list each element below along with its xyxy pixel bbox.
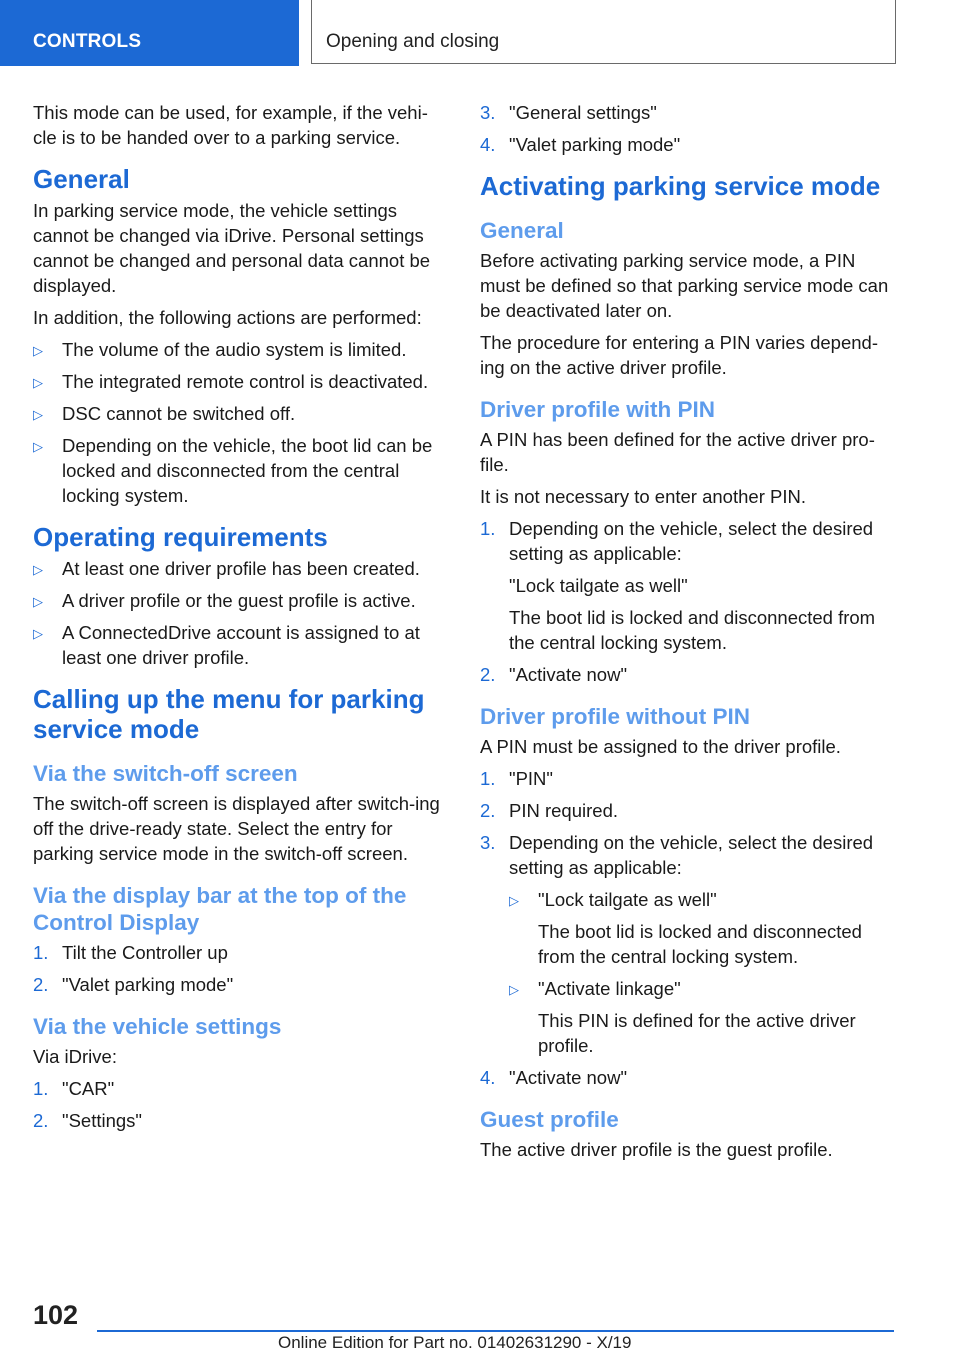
list-item: ▷ A driver profile or the guest profile is active. xyxy=(33,588,451,613)
menu-option-text: "Lock tailgate as well" xyxy=(509,575,688,596)
with-pin-steps xyxy=(480,516,895,687)
step-number: 1. xyxy=(33,942,49,963)
list-item: 1. "PIN" xyxy=(480,768,553,789)
chapter-title: Opening and closing xyxy=(311,0,896,64)
heading-display-bar: Via the display bar at the top of the Control Display xyxy=(33,883,407,935)
step-number: 2. xyxy=(33,1110,49,1131)
list-item: 3. "General settings" xyxy=(480,102,657,123)
left-column xyxy=(33,100,451,1140)
triangle-bullet-icon: ▷ xyxy=(33,626,43,641)
heading-activating: Activating parking service mode xyxy=(480,171,881,201)
activating-text-2: The procedure for entering a PIN varies depend-ing on the active driver profile. xyxy=(480,332,878,378)
general-text-2: In addition, the following actions are performed: xyxy=(33,307,422,328)
triangle-bullet-icon: ▷ xyxy=(33,562,43,577)
list-item: ▷ At least one driver profile has been created. xyxy=(33,556,451,581)
without-pin-text: A PIN must be assigned to the driver profile. xyxy=(480,736,841,757)
triangle-bullet-icon: ▷ xyxy=(33,407,43,422)
heading-profile-without-pin: Driver profile without PIN xyxy=(480,704,751,729)
step-number: 3. xyxy=(480,832,496,853)
list-item: 1. Tilt the Controller up xyxy=(33,942,228,963)
intro-text: This mode can be used, for example, if the vehi-cle is to be handed over to a parking service. xyxy=(33,102,428,148)
list-item: ▷ "Lock tailgate as well" The boot lid is locked and disconnected from the central locking system. xyxy=(509,887,895,969)
heading-general-right: General xyxy=(480,218,564,243)
right-column xyxy=(480,100,895,1169)
list-item: 2. PIN required. xyxy=(480,800,618,821)
section-tab: CONTROLS xyxy=(0,0,299,66)
list-item: ▷ The volume of the audio system is limited. xyxy=(33,337,451,362)
display-bar-steps xyxy=(33,940,451,997)
list-item: ▷ The integrated remote control is deactivated. xyxy=(33,369,451,394)
edition-text: Online Edition for Part no. 01402631290 - X/19 xyxy=(278,1333,632,1352)
opreq-bullet-list xyxy=(33,556,451,670)
general-text-1: In parking service mode, the vehicle settings cannot be changed via iDrive. Personal settings cannot be changed and personal data cannot be displayed. xyxy=(33,200,431,296)
list-item: 2. "Activate now" xyxy=(480,664,628,685)
list-item: ▷ Depending on the vehicle, the boot lid can be locked and disconnected from the central locking system. xyxy=(33,435,433,506)
step-number: 1. xyxy=(33,1078,49,1099)
heading-operating-requirements: Operating requirements xyxy=(33,522,328,552)
heading-general: General xyxy=(33,164,130,194)
step-number: 2. xyxy=(480,664,496,685)
list-item: ▷ A ConnectedDrive account is assigned to at least one driver profile. xyxy=(33,622,420,668)
list-item: 1. Depending on the vehicle, select the desired setting as applicable: "Lock tailgate as well" The boot lid is locked and disconnected from the central locking system. xyxy=(480,516,895,655)
vehicle-settings-text: Via iDrive: xyxy=(33,1046,117,1067)
heading-switch-off-screen: Via the switch-off screen xyxy=(33,761,298,786)
step-number: 2. xyxy=(33,974,49,995)
triangle-bullet-icon: ▷ xyxy=(33,343,43,358)
list-item: 2. "Settings" xyxy=(33,1110,142,1131)
heading-profile-with-pin: Driver profile with PIN xyxy=(480,397,716,422)
triangle-bullet-icon: ▷ xyxy=(33,594,43,609)
switch-off-text: The switch-off screen is displayed after switch-ing off the drive-ready state. Select the entry for parking service mode in the switch-off screen. xyxy=(33,793,440,864)
heading-vehicle-settings: Via the vehicle settings xyxy=(33,1014,282,1039)
step-number: 1. xyxy=(480,768,496,789)
heading-guest-profile: Guest profile xyxy=(480,1107,619,1132)
with-pin-text-1: A PIN has been defined for the active driver pro-file. xyxy=(480,429,875,475)
list-item: 4. "Activate now" xyxy=(480,1067,628,1088)
footer-rule xyxy=(97,1330,894,1332)
activating-text-1: Before activating parking service mode, a PIN must be defined so that parking service mode can be deactivated later on. xyxy=(480,250,889,321)
sub-bullet-list xyxy=(509,887,895,1058)
step-number: 3. xyxy=(480,102,496,123)
with-pin-text-2: It is not necessary to enter another PIN. xyxy=(480,486,806,507)
general-bullet-list xyxy=(33,337,451,508)
page-header xyxy=(0,0,960,66)
page-footer xyxy=(0,1290,960,1362)
step-number: 2. xyxy=(480,800,496,821)
list-item: 4. "Valet parking mode" xyxy=(480,134,681,155)
step-number: 4. xyxy=(480,1067,496,1088)
guest-profile-text: The active driver profile is the guest profile. xyxy=(480,1139,833,1160)
vehicle-settings-steps xyxy=(33,1076,451,1133)
continued-steps xyxy=(480,100,895,157)
triangle-bullet-icon: ▷ xyxy=(509,982,519,997)
option-description: The boot lid is locked and disconnected from the central locking system. xyxy=(509,607,876,653)
option-description: The boot lid is locked and disconnected from the central locking system. xyxy=(538,921,862,967)
step-number: 4. xyxy=(480,134,496,155)
list-item: ▷ "Activate linkage" This PIN is defined for the active driver profile. xyxy=(509,976,895,1058)
list-item: 2. "Valet parking mode" xyxy=(33,974,234,995)
triangle-bullet-icon: ▷ xyxy=(509,893,519,908)
list-item: 1. "CAR" xyxy=(33,1078,115,1099)
list-item: ▷ DSC cannot be switched off. xyxy=(33,401,451,426)
option-description: This PIN is defined for the active driver profile. xyxy=(538,1010,856,1056)
page-number: 102 xyxy=(33,1300,79,1330)
list-item: 3. Depending on the vehicle, select the desired setting as applicable: ▷ "Lock tailgate as well" The boot lid is locked and disconnected from the central locking system. ▷ "Activate linkage" This PIN is defined for the active driver profile. xyxy=(480,830,895,1058)
triangle-bullet-icon: ▷ xyxy=(33,439,43,454)
triangle-bullet-icon: ▷ xyxy=(33,375,43,390)
without-pin-steps xyxy=(480,766,895,1090)
step-number: 1. xyxy=(480,518,496,539)
heading-calling-menu: Calling up the menu for parking service mode xyxy=(33,684,425,744)
